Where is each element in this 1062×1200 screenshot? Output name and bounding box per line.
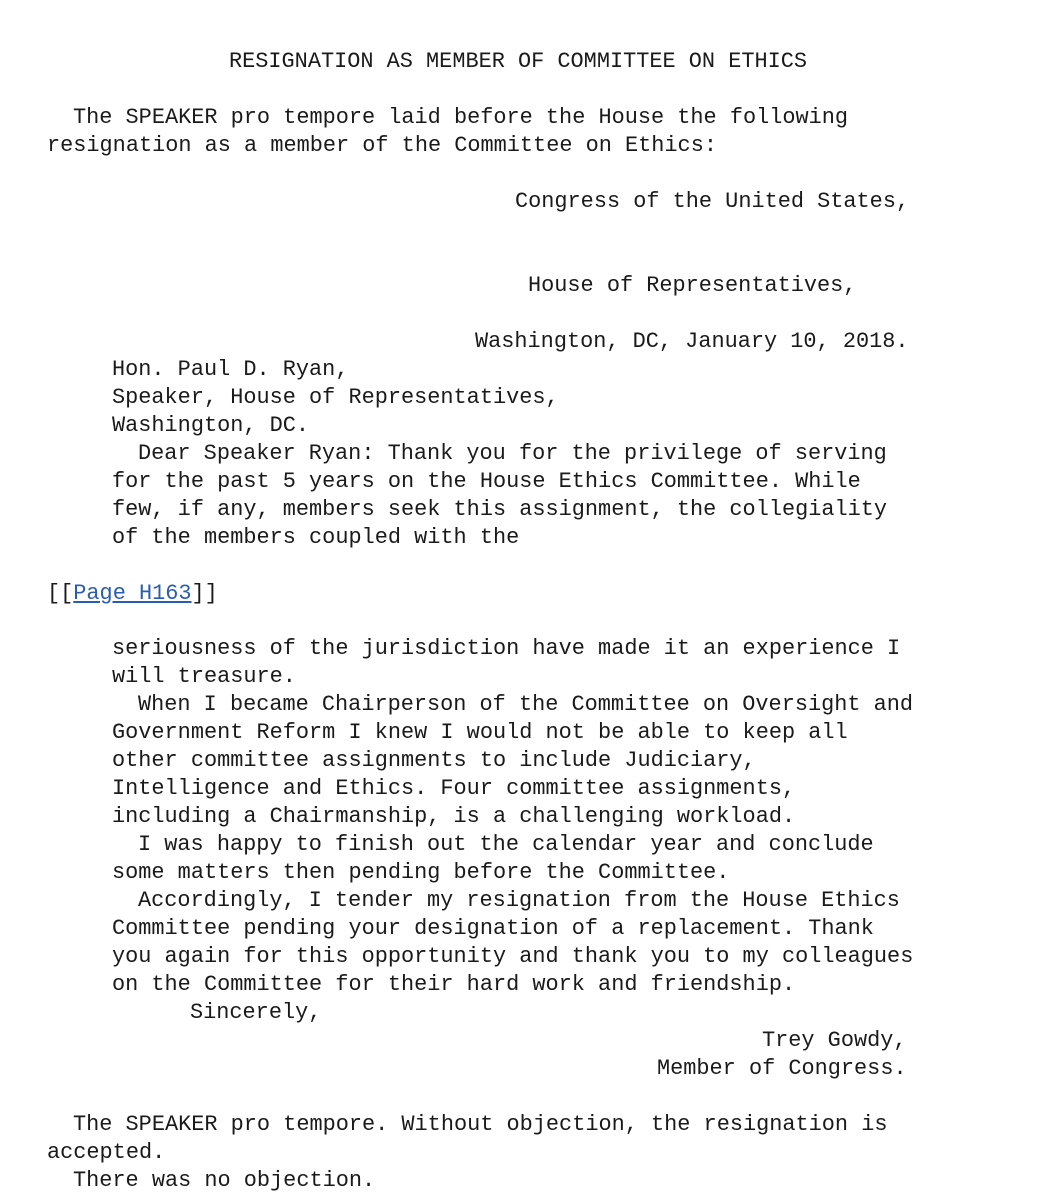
addressee-line: Hon. Paul D. Ryan, <box>112 357 349 382</box>
letter-body-line: I was happy to finish out the calendar year and conclude <box>138 832 874 857</box>
letter-body-line: Dear Speaker Ryan: Thank you for the privilege of serving <box>138 441 887 466</box>
letter-body-line: other committee assignments to include Judiciary, <box>112 748 756 773</box>
letter-closing: Sincerely, <box>190 1000 322 1025</box>
letter-body-line: seriousness of the jurisdiction have made it an experience I <box>112 636 901 661</box>
letter-body-line: few, if any, members seek this assignment, the collegiality <box>112 497 888 522</box>
letter-body-line: on the Committee for their hard work and friendship. <box>112 972 796 997</box>
letter-body-line: will treasure. <box>112 664 296 689</box>
page-reference <box>47 580 218 608</box>
addressee-line: Washington, DC. <box>112 413 310 438</box>
intro-line: The SPEAKER pro tempore laid before the House the following <box>73 105 849 130</box>
letter-body-line: including a Chairmanship, is a challenging workload. <box>112 804 796 829</box>
letter-body-line: Accordingly, I tender my resignation from the House Ethics <box>138 888 900 913</box>
letter-body-line: you again for this opportunity and thank you to my colleagues <box>112 944 914 969</box>
letter-body-line: of the members coupled with the <box>112 525 520 550</box>
signature-name: Trey Gowdy, <box>762 1028 907 1053</box>
addressee-line: Speaker, House of Representatives, <box>112 385 559 410</box>
signature-title: Member of Congress. <box>657 1056 907 1081</box>
outro-line: The SPEAKER pro tempore. Without objection, the resignation is <box>73 1112 888 1137</box>
page-h163-link[interactable]: Page H163 <box>73 581 192 606</box>
letter-body-line: Intelligence and Ethics. Four committee assignments, <box>112 776 796 801</box>
intro-line: resignation as a member of the Committee on Ethics: <box>47 133 717 158</box>
letter-body-line: Committee pending your designation of a replacement. Thank <box>112 916 874 941</box>
page-ref-close: ]] <box>191 581 218 606</box>
outro-line: accepted. <box>47 1140 166 1165</box>
letter-body-line: for the past 5 years on the House Ethics Committee. While <box>112 469 861 494</box>
letter-body-line: When I became Chairperson of the Committee on Oversight and <box>138 692 914 717</box>
letterhead-line: Congress of the United States, <box>515 189 910 214</box>
page-ref-open: [[ <box>47 581 74 606</box>
letter-date: Washington, DC, January 10, 2018. <box>475 329 909 354</box>
letter-body-line: some matters then pending before the Committee. <box>112 860 730 885</box>
section-heading: RESIGNATION AS MEMBER OF COMMITTEE ON ETHICS <box>229 49 808 74</box>
letter-body-line: Government Reform I knew I would not be able to keep all <box>112 720 848 745</box>
outro-line: There was no objection. <box>73 1168 376 1193</box>
letterhead-line: House of Representatives, <box>528 273 857 298</box>
